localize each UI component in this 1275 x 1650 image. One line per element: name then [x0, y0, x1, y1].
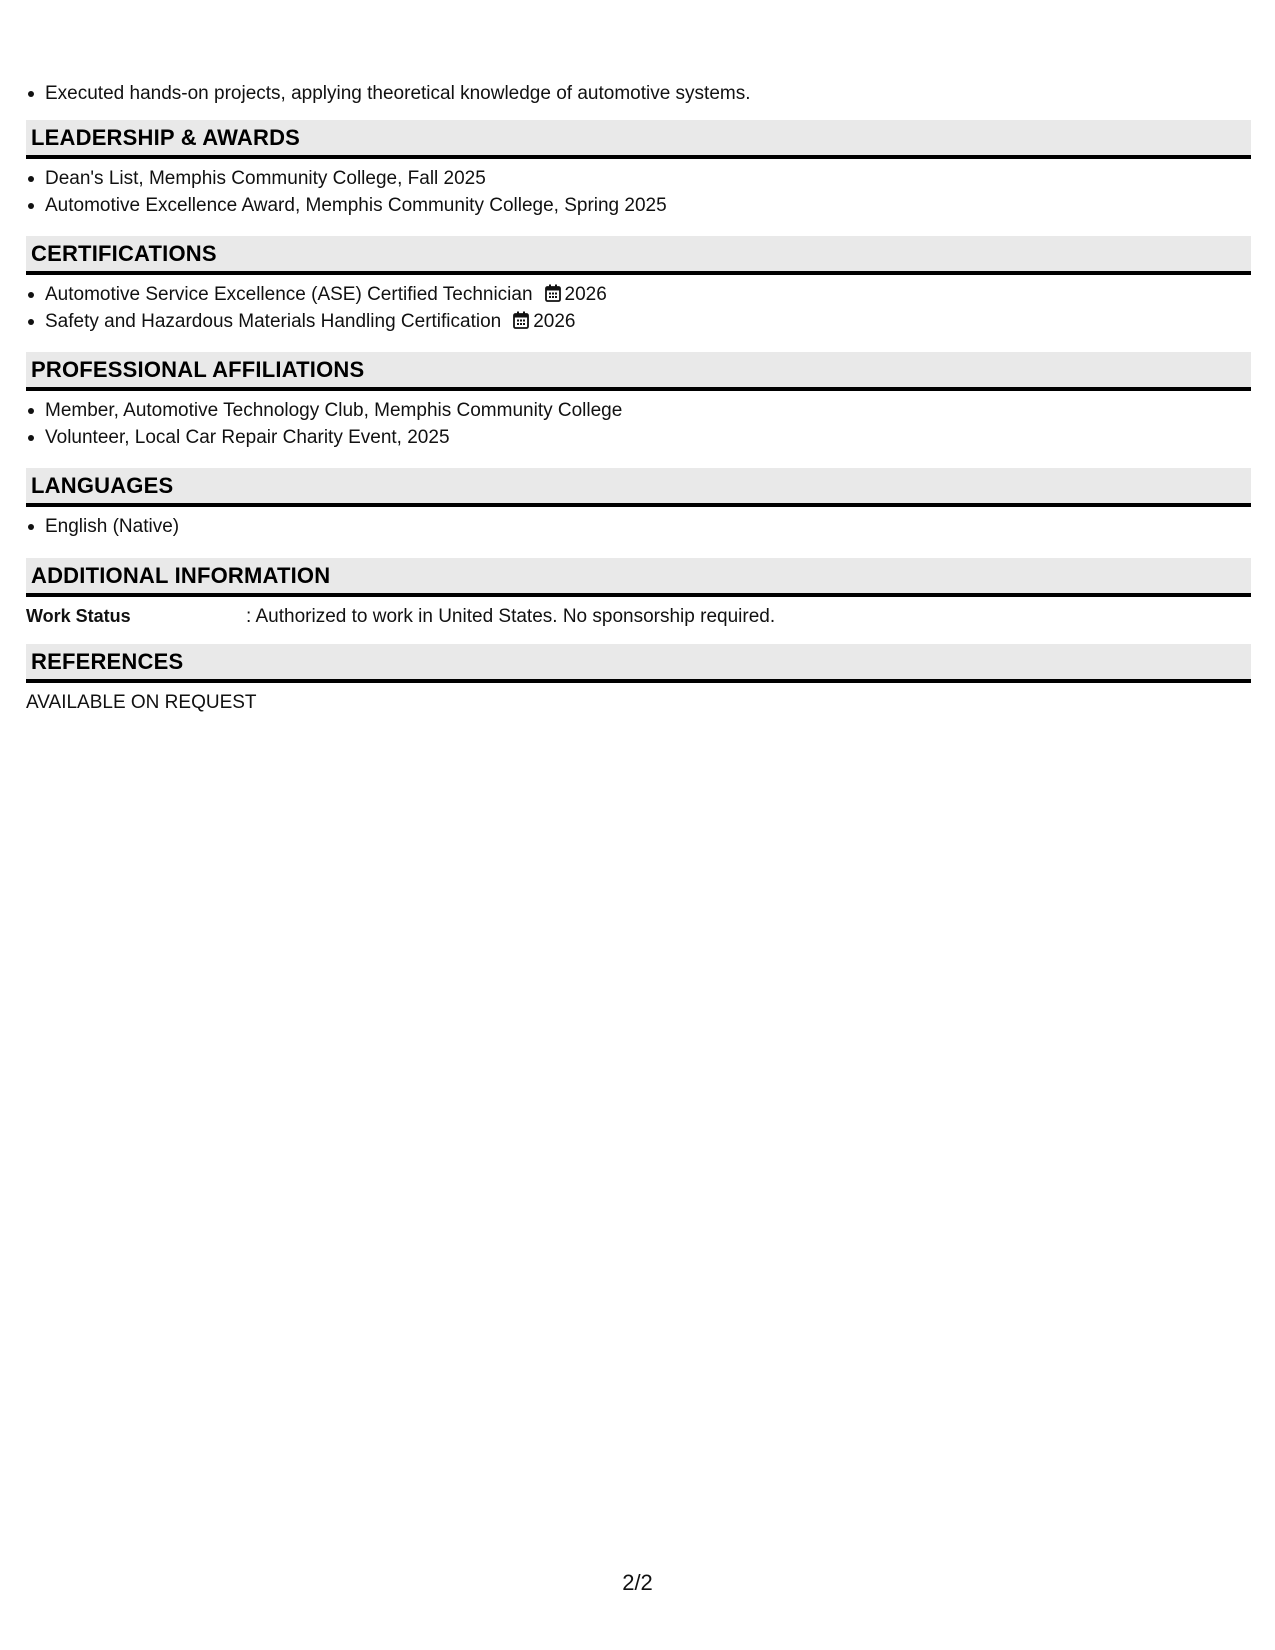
- section-header: [26, 236, 1251, 275]
- work-status-label: Work Status: [26, 606, 131, 626]
- section-body: [26, 507, 1251, 540]
- list-item: Dean's List, Memphis Community College, Fall 2025: [26, 165, 1251, 192]
- section-header: [26, 644, 1251, 683]
- section-header: [26, 468, 1251, 507]
- experience-continued-list: [26, 80, 751, 107]
- section-title: PROFESSIONAL AFFILIATIONS: [31, 356, 365, 382]
- references-text: AVAILABLE ON REQUEST: [26, 692, 257, 713]
- certification-year: 2026: [533, 311, 576, 332]
- list-item: [26, 308, 1251, 335]
- certification-name: Safety and Hazardous Materials Handling Certification: [45, 311, 502, 332]
- languages-list: [26, 513, 1251, 540]
- list-item: Member, Automotive Technology Club, Memphis Community College: [26, 397, 1251, 424]
- section-title: CERTIFICATIONS: [31, 240, 217, 266]
- section-header: [26, 558, 1251, 597]
- section-title: REFERENCES: [31, 648, 184, 674]
- references-section: [26, 644, 1251, 716]
- calendar-icon: [545, 284, 561, 302]
- calendar-icon: [513, 311, 529, 329]
- leadership-awards-section: [26, 120, 1251, 219]
- list-item: Volunteer, Local Car Repair Charity Event, 2025: [26, 424, 1251, 451]
- work-status-value: : Authorized to work in United States. No sponsorship required.: [246, 606, 776, 627]
- section-header: [26, 120, 1251, 159]
- affiliations-list: [26, 397, 1251, 451]
- list-item: English (Native): [26, 513, 1251, 540]
- section-body: [26, 391, 1251, 451]
- section-body: [26, 683, 1251, 716]
- section-title: ADDITIONAL INFORMATION: [31, 562, 331, 588]
- list-item: Automotive Excellence Award, Memphis Community College, Spring 2025: [26, 192, 1251, 219]
- certifications-section: [26, 236, 1251, 335]
- additional-information-section: [26, 558, 1251, 630]
- awards-list: [26, 165, 1251, 219]
- certification-year: 2026: [564, 284, 607, 305]
- section-header: [26, 352, 1251, 391]
- section-title: LEADERSHIP & AWARDS: [31, 124, 301, 150]
- page-number: 2/2: [622, 1570, 653, 1595]
- certifications-list: [26, 281, 1251, 335]
- section-body: [26, 159, 1251, 219]
- section-title: LANGUAGES: [31, 472, 174, 498]
- languages-section: [26, 468, 1251, 540]
- section-body: [26, 597, 1251, 630]
- certification-name: Automotive Service Excellence (ASE) Certified Technician: [45, 284, 533, 305]
- section-body: [26, 275, 1251, 335]
- work-status-row: [26, 603, 1251, 630]
- list-item: [26, 281, 1251, 308]
- list-item: Executed hands-on projects, applying theoretical knowledge of automotive systems.: [26, 80, 751, 107]
- professional-affiliations-section: [26, 352, 1251, 451]
